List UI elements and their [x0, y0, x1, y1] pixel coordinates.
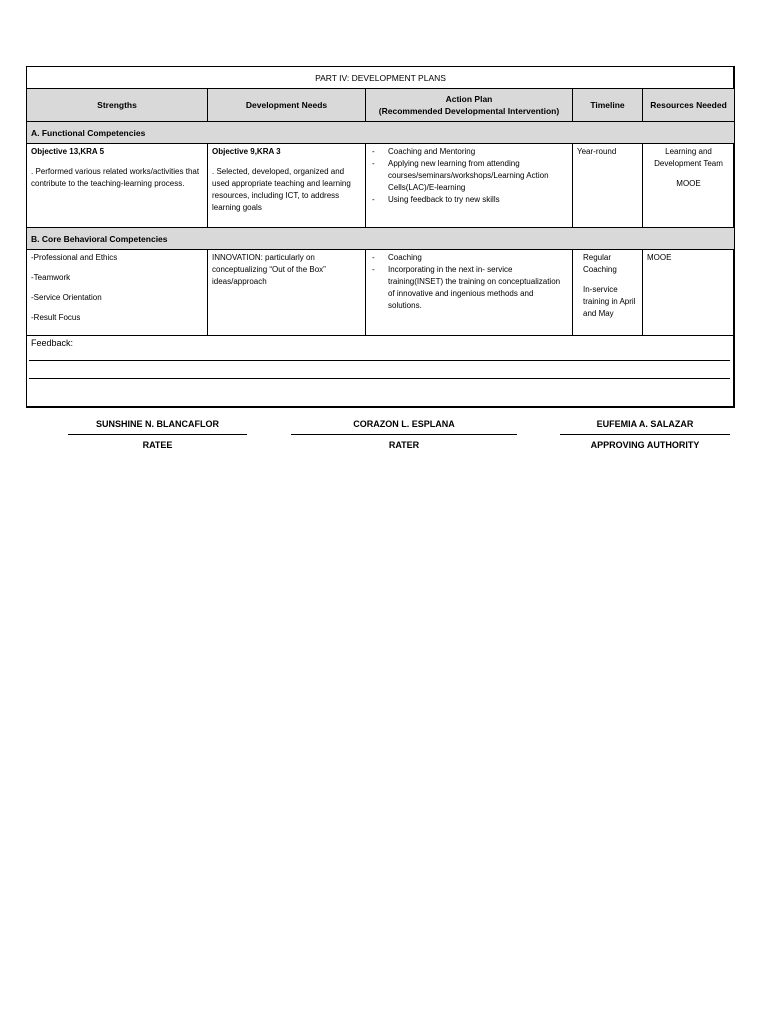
core-competencies-row: [27, 250, 735, 336]
header-action-plan-line1: Action Plan: [445, 94, 493, 104]
functional-needs-cell: [208, 144, 366, 228]
signature-line: [68, 434, 247, 435]
functional-resource-team: Learning and Development Team: [654, 147, 723, 168]
core-timeline-cell: [573, 250, 643, 336]
core-action-item: - Incorporating in the next in- service training(INSET) the training on conceptualization of innovative and ingenious methods and solutions.: [388, 264, 568, 312]
functional-need-text: . Selected, developed, organized and used appropriate teaching and learning resources, including ICT, to address learning goals: [212, 167, 351, 212]
rater-role: RATER: [388, 440, 420, 450]
development-plans-table: [26, 66, 735, 408]
core-resources-cell: MOOE: [643, 250, 735, 336]
core-action-item: - Coaching: [388, 252, 568, 264]
functional-competencies-row: [27, 144, 735, 228]
signature-rater: [291, 418, 517, 451]
signature-ratee: [68, 418, 247, 451]
ratee-name: SUNSHINE N. BLANCAFLOR: [96, 419, 219, 429]
functional-resources-cell: [643, 144, 735, 228]
core-actions-cell: [366, 250, 573, 336]
core-strength-item: -Professional and Ethics: [31, 253, 118, 262]
functional-action-item: - Using feedback to try new skills: [388, 194, 568, 206]
feedback-label: Feedback:: [31, 338, 74, 348]
feedback-line: [29, 378, 730, 379]
feedback-area[interactable]: [27, 336, 735, 408]
functional-need-title: Objective 9,KRA 3: [212, 147, 281, 156]
section-core-label: B. Core Behavioral Competencies: [27, 228, 735, 250]
signature-line: [560, 434, 730, 435]
core-strength-item: -Service Orientation: [31, 293, 102, 302]
header-action-plan: [366, 89, 573, 122]
functional-timeline-cell: Year-round: [573, 144, 643, 228]
header-timeline: Timeline: [573, 89, 643, 122]
section-functional-label: A. Functional Competencies: [27, 122, 735, 144]
functional-action-item: - Coaching and Mentoring: [388, 146, 568, 158]
feedback-line: [29, 360, 730, 361]
approver-role: APPROVING AUTHORITY: [590, 440, 700, 450]
header-strengths: Strengths: [27, 89, 208, 122]
core-needs-cell: INNOVATION: particularly on conceptualizing “Out of the Box” ideas/approach: [208, 250, 366, 336]
signature-approving-authority: [560, 418, 730, 451]
functional-actions-cell: [366, 144, 573, 228]
core-strength-item: -Result Focus: [31, 313, 81, 322]
core-timeline-inservice: In-service training in April and May: [583, 285, 636, 318]
functional-resource-mooe: MOOE: [676, 179, 701, 188]
approver-name: EUFEMIA A. SALAZAR: [596, 419, 694, 429]
development-plans-form: [26, 66, 734, 407]
functional-strength-title: Objective 13,KRA 5: [31, 147, 105, 156]
core-strengths-cell: [27, 250, 208, 336]
functional-strengths-cell: [27, 144, 208, 228]
ratee-role: RATEE: [142, 440, 173, 450]
header-development-needs: Development Needs: [208, 89, 366, 122]
core-strength-item: -Teamwork: [31, 273, 71, 282]
signature-line: [291, 434, 517, 435]
core-timeline-regular: Regular Coaching: [583, 253, 617, 274]
header-resources: Resources Needed: [643, 89, 735, 122]
rater-name: CORAZON L. ESPLANA: [353, 419, 455, 429]
functional-strength-text: . Performed various related works/activities that contribute to the teaching-learning process.: [31, 167, 200, 188]
functional-action-item: - Applying new learning from attending courses/seminars/workshops/Learning Action Cells(LAC)/E-learning: [388, 158, 568, 194]
header-action-plan-line2: (Recommended Developmental Intervention): [378, 106, 560, 116]
form-title: PART IV: DEVELOPMENT PLANS: [27, 67, 735, 89]
